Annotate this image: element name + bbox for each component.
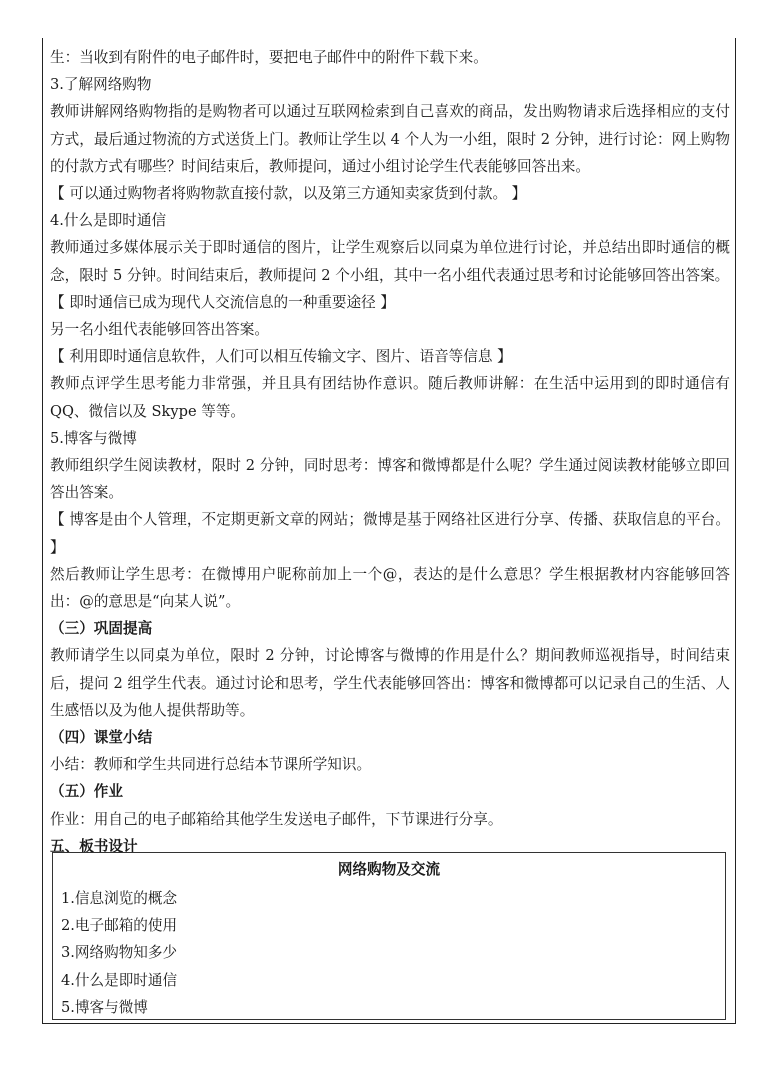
section-board-design: 五、板书设计 bbox=[50, 837, 138, 855]
section-summary: （四）课堂小结 bbox=[50, 729, 153, 747]
heading-blog-weibo: 5.博客与微博 bbox=[50, 429, 137, 447]
answer-blog-definition: 【 博客是由个人管理，不定期更新文章的网站；微博是基于网络社区进行分享、传播、获取信息的平台。 】 bbox=[50, 511, 730, 556]
board-design-box bbox=[52, 852, 726, 1020]
heading-online-shopping: 3.了解网络购物 bbox=[50, 76, 152, 94]
board-item-list bbox=[61, 885, 177, 1021]
answer-im-software: 【 利用即时通信息软件，人们可以相互传输文字、图片、语音等信息 】 bbox=[50, 348, 512, 366]
board-title: 网络购物及交流 bbox=[337, 861, 441, 878]
board-item: 5.博客与微博 bbox=[61, 998, 148, 1016]
answer-im-definition: 【 即时通信已成为现代人交流信息的一种重要途径 】 bbox=[50, 293, 395, 311]
section-consolidation: （三）巩固提高 bbox=[50, 620, 153, 638]
paragraph-attachment-download: 生：当收到有附件的电子邮件时，要把电子邮件中的附件下载下来。 bbox=[50, 49, 488, 66]
board-item: 3.网络购物知多少 bbox=[61, 944, 178, 962]
paragraph-second-group: 另一名小组代表能够回答出答案。 bbox=[50, 321, 269, 339]
paragraph-online-shopping: 教师讲解网络购物指的是购物者可以通过互联网检索到自己喜欢的商品，发出购物请求后选择相应的支付方式，最后通过物流的方式送货上门。教师让学生以 4 个人为一小组，限时 2 分钟，进行讨论：网上购物的付款方式有哪些？时间结束后，教师提问，通过小组讨论学生代表能够回答出来。 bbox=[50, 103, 730, 175]
paragraph-summary: 小结：教师和学生共同进行总结本节课所学知识。 bbox=[50, 756, 372, 774]
paragraph-instant-messaging: 教师通过多媒体展示关于即时通信的图片，让学生观察后以同桌为单位进行讨论，并总结出即时通信的概念，限时 5 分钟。时间结束后，教师提问 2 个小组，其中一名小组代表通过思考和讨论能够回答出答案。 bbox=[50, 239, 730, 284]
section-homework: （五）作业 bbox=[50, 783, 123, 801]
answer-payment-methods: 【 可以通过购物者将购物款直接付款，以及第三方通知卖家货到付款。 】 bbox=[50, 185, 527, 203]
paragraph-teacher-comment: 教师点评学生思考能力非常强，并且具有团结协作意识。随后教师讲解：在生活中运用到的即时通信有 QQ、微信以及 Skype 等等。 bbox=[50, 375, 730, 420]
document-body bbox=[50, 44, 730, 860]
paragraph-blog-reading: 教师组织学生阅读教材，限时 2 分钟，同时思考：博客和微博都是什么呢？学生通过阅读教材能够立即回答出答案。 bbox=[50, 457, 730, 502]
paragraph-homework: 作业：用自己的电子邮箱给其他学生发送电子邮件，下节课进行分享。 bbox=[50, 810, 503, 828]
heading-instant-messaging: 4.什么是即时通信 bbox=[50, 212, 167, 230]
board-item: 1.信息浏览的概念 bbox=[61, 890, 178, 907]
board-item: 4.什么是即时通信 bbox=[61, 971, 178, 989]
paragraph-consolidation: 教师请学生以同桌为单位，限时 2 分钟，讨论博客与微博的作用是什么？期间教师巡视指导，时间结束后，提问 2 组学生代表。通过讨论和思考，学生代表能够回答出：博客和微博都可以记录自己的生活、人生感悟以及为他人提供帮助等。 bbox=[50, 647, 730, 719]
board-item: 2.电子邮箱的使用 bbox=[61, 917, 178, 935]
paragraph-at-symbol: 然后教师让学生思考：在微博用户昵称前加上一个@，表达的是什么意思？学生根据教材内容能够回答出：@的意思是“向某人说”。 bbox=[50, 565, 730, 611]
